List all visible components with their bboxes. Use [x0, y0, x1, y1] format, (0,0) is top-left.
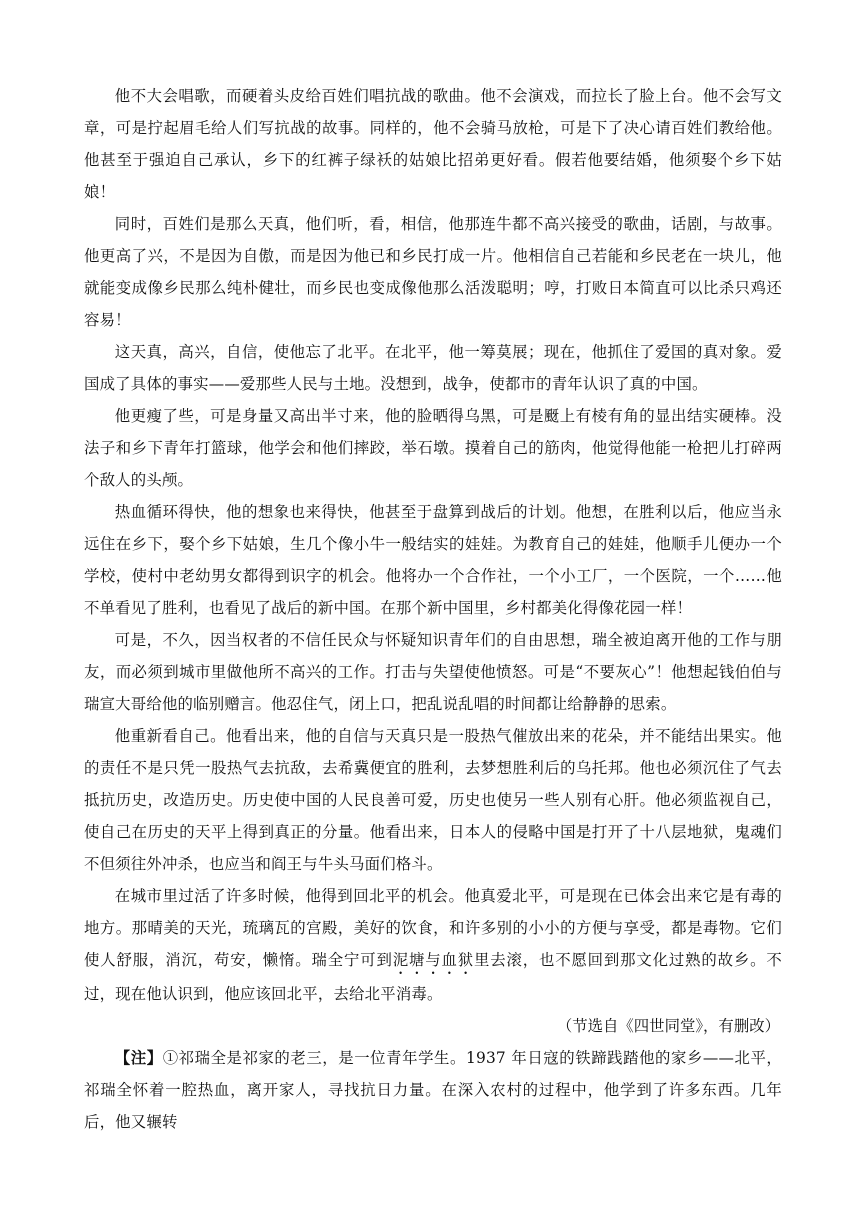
footnote-label: 【注】 — [114, 1049, 163, 1067]
paragraph-2: 同时，百姓们是那么天真，他们听，看，相信，他那连牛都不高兴接受的歌曲，话剧，与故事。他更高了兴，不是因为自傲，而是因为他已和乡民打成一片。他相信自己若能和乡民老在一块儿，他就能变成像乡民那么纯朴健壮，而乡民也变成像他那么活泼聪明；哼，打败日本简直可以比杀只鸡还容易！ — [84, 215, 782, 329]
article-body — [84, 80, 782, 1138]
emphasized-phrase: 泥塘与血狱 — [392, 951, 474, 969]
paragraph-1: 他不大会唱歌，而硬着头皮给百姓们唱抗战的歌曲。他不会演戏，而拉长了脸上台。他不会写文章，可是拧起眉毛给人们写抗战的故事。同样的，他不会骑马放枪，可是下了决心请百姓们教给他。他甚至于强迫自己承认，乡下的红裤子绿袄的姑娘比招弟更好看。假若他要结婚，他须娶个乡下姑娘！ — [84, 87, 782, 201]
paragraph-4: 他更瘦了些，可是身量又高出半寸来，他的脸晒得乌黑，可是颬上有棱有角的显出结实硬棒。没法子和乡下青年打篮球，他学会和他们摔跤，举石墩。摸着自己的筋肉，他觉得他能一枪把儿打碎两个敌人的头颅。 — [84, 407, 782, 489]
paragraph-8-start: 在城市里过活了许多时候，他得到回北平的机会。他真爱北平，可是现在已体会出来它是有毒的地方。那晴美的天光，琉璃瓦的宫殿，美好的饮食，和许多别的小小的方便与享受，都是毒物。它们使人舒服，消沉，苟安，懒惰。瑞全宁可到 — [84, 887, 782, 969]
paragraph-7: 他重新看自己。他看出来，他的自信与天真只是一股热气催放出来的花朵，并不能结出果实。他的责任不是只凭一股热气去抗敌，去希冀便宜的胜利，去梦想胜利后的乌托邦。他也必须沉住了气去抵抗历史，改造历史。历史使中国的人民良善可爱，历史也使另一些人别有心肝。他必须监视自己，使自己在历史的天平上得到真正的分量。他看出来，日本人的侵略中国是打开了十八层地狱，鬼魂们不但须往外冲杀，也应当和阎王与牛头马面们格斗。 — [84, 727, 782, 873]
footnote — [84, 1042, 782, 1138]
source-citation: （节选自《四世同堂》，有删改） — [556, 1017, 780, 1035]
paragraph-6: 可是，不久，因当权者的不信任民众与怀疑知识青年们的自由思想，瑞全被迫离开他的工作与朋友，而必须到城市里做他所不高兴的工作。打击与失望使他愤怒。可是“不要灰心”！他想起钱伯伯与瑞宣大哥给他的临别赠言。他忍住气，闭上口，把乱说乱唱的时间都让给静静的思索。 — [84, 631, 782, 713]
footnote-text: ①祁瑞全是祁家的老三，是一位青年学生。1937 年日寇的铁蹄践踏他的家乡——北平，祁瑞全怀着一腔热血，离开家人，寻找抗日力量。在深入农村的过程中，他学到了许多东西。几年后，他又辗转 — [84, 1049, 782, 1131]
paragraph-8 — [84, 880, 782, 1010]
paragraph-8-end: 里去滚，也不愿回到那文化过熟的故乡。不过，现在他认识到，他应该回北平，去给北平消毒。 — [84, 951, 782, 1003]
paragraph-5: 热血循环得快，他的想象也来得快，他甚至于盘算到战后的计划。他想，在胜利以后，他应当永远住在乡下，娶个乡下姑娘，生几个像小牛一般结实的娃娃。为教育自己的娃娃，他顺手儿便办一个学校，使村中老幼男女都得到识字的机会。他将办一个合作社，一个小工厂，一个医院，一个……他不单看见了胜利，也看见了战后的新中国。在那个新中国里，乡村都美化得像花园一样！ — [84, 503, 782, 617]
paragraph-3: 这天真，高兴，自信，使他忘了北平。在北平，他一筹莫展；现在，他抓住了爱国的真对象。爱国成了具体的事实——爱那些人民与土地。没想到，战争，使都市的青年认识了真的中国。 — [84, 343, 782, 393]
